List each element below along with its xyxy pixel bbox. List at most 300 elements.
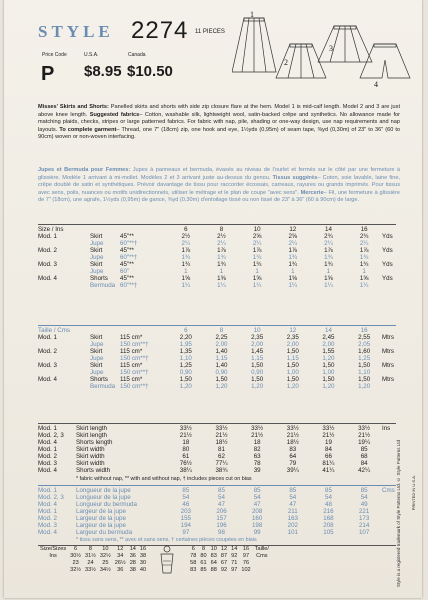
yardage-value: 1¼ xyxy=(288,282,298,289)
notions-label: To complete garment xyxy=(59,126,117,133)
measurement-value: 203 xyxy=(180,508,191,515)
view-2-number: 2 xyxy=(284,58,288,67)
bm-cell: 102 xyxy=(241,566,251,573)
measurement-value: 54 xyxy=(253,494,261,501)
description-fr-body: Jupes à panneaux et bermuda, évasés au niveau de l'ourlet et fermés sur le côté par une fermeture à glissière. Modèle 1 arrivant à mi-mollet. Modèles 2 et 3 arrivant juste au-dessus du genou. xyxy=(38,167,401,181)
size-12: 12 xyxy=(289,226,297,233)
measurement-value: 160 xyxy=(251,515,263,522)
yardage-value: 1¾ xyxy=(288,261,298,268)
measurement-value: 39¼ xyxy=(286,467,299,474)
bm-cell: 85 xyxy=(200,566,207,573)
yardage-value: 1 xyxy=(184,268,188,275)
yardage-value: 1 xyxy=(291,268,295,275)
fabric-width: 45"** xyxy=(120,247,134,254)
measurement-value: 33½ xyxy=(322,425,335,432)
finished-table-top-rule xyxy=(38,423,396,424)
bm-size-10: 10 xyxy=(102,545,109,552)
bm-cell: 87 xyxy=(220,552,228,559)
model-label: Mod. 1 xyxy=(38,334,57,341)
fabric-width: 60"**† xyxy=(120,254,138,261)
fabrics-fr-label: Tissus suggérés xyxy=(272,174,318,181)
bm-size-8: 8 xyxy=(88,545,93,552)
unit-label xyxy=(382,494,396,501)
finished-row xyxy=(38,439,396,446)
yardage-value: 1¾ xyxy=(324,261,333,268)
model-label: Mod. 3 xyxy=(38,261,57,268)
yardage-row xyxy=(38,334,396,341)
model-label: Mod. 2, 3 xyxy=(38,494,64,501)
measurement-value: 46 xyxy=(182,501,190,508)
description-title: Misses' Skirts and Shorts: xyxy=(38,104,109,110)
yardage-value: 1 xyxy=(326,268,331,275)
yardage-value: 1⅝ xyxy=(252,275,262,282)
model-label: Mod. 2 xyxy=(38,515,57,522)
yardage-row xyxy=(38,233,396,240)
garment-label: Skirt xyxy=(90,362,103,369)
unit-label: Yds xyxy=(382,275,393,282)
bm-cell: 78 xyxy=(190,552,197,559)
measurement-value: 54 xyxy=(289,494,297,501)
fabric-width: 115 cm* xyxy=(120,376,143,383)
bm-cell: 40 xyxy=(139,566,147,573)
model-label: Mod. 4 xyxy=(38,439,57,446)
yardage-value: 1,20 xyxy=(358,383,371,390)
yardage-value: 1¼ xyxy=(359,282,369,289)
model-label: Mod. 4 xyxy=(38,275,57,282)
measurement-value: 21½ xyxy=(179,432,192,439)
bm-size-16: 16 xyxy=(139,545,147,552)
yardage-row xyxy=(38,383,396,390)
yardage-value: 1,50 xyxy=(286,348,299,355)
yardage-row xyxy=(38,247,396,254)
finished-row xyxy=(38,501,396,508)
bm-cell: 80 xyxy=(200,552,207,559)
bm-size-14: 14 xyxy=(129,545,136,552)
bm-cell: 71 xyxy=(231,559,238,566)
yardage-row xyxy=(38,254,396,261)
bm-cell: 64 xyxy=(210,559,217,566)
measurement-label: Largeur de la jupe xyxy=(76,515,126,522)
bm-cell: 36 xyxy=(117,566,124,573)
yardage-value: 1,15 xyxy=(286,355,299,362)
measurement-value: 42¼ xyxy=(358,467,371,474)
yardage-row xyxy=(38,362,396,369)
yardage-value: 2,35 xyxy=(251,334,264,341)
bm-cms-size-8: 8 xyxy=(201,545,206,552)
yardage-value: 2¼ xyxy=(288,240,298,247)
yardage-value: 1,50 xyxy=(179,376,192,383)
measurement-value: 47 xyxy=(289,501,297,508)
measurement-value: 173 xyxy=(358,515,370,522)
bm-cell: 34 xyxy=(117,552,124,559)
fabric-width: 45"** xyxy=(120,275,134,282)
measurement-label: Skirt length xyxy=(76,425,107,432)
metric-yardage-table xyxy=(38,327,396,390)
yardage-value: 1⅞ xyxy=(252,247,262,254)
measurement-value: 18 xyxy=(253,439,261,446)
body-measurements-ins xyxy=(38,545,148,573)
bm-cell: 88 xyxy=(210,566,217,573)
yardage-value: 1,10 xyxy=(179,355,192,362)
yardage-value: 2⅝ xyxy=(252,233,262,240)
unit-label xyxy=(382,240,396,247)
yardage-value: 1⅝ xyxy=(181,275,191,282)
envelope-header xyxy=(4,0,422,100)
garment-label: Jupe xyxy=(90,341,104,348)
model-label xyxy=(38,383,90,390)
measurement-value: 21½ xyxy=(286,432,299,439)
fabric-width: 60"**† xyxy=(120,240,138,247)
yardage-value: 1,00 xyxy=(286,369,299,376)
fabric-width: 115 cm* xyxy=(120,334,143,341)
yardage-value: 1⅝ xyxy=(359,275,369,282)
model-label: Mod. 4 xyxy=(38,529,57,536)
measurement-value: 163 xyxy=(287,515,298,522)
garment-label: Bermuda xyxy=(90,282,116,289)
yardage-value: 1⅝ xyxy=(288,275,298,282)
finished-row xyxy=(38,453,396,460)
measurement-label: Longueur de la jupe xyxy=(76,487,131,494)
bm-cell: 67 xyxy=(220,559,228,566)
measurement-value: 157 xyxy=(216,515,227,522)
taille-label: Taille/ xyxy=(254,545,269,552)
yardage-value: 1¾ xyxy=(359,261,369,268)
usa-label: U.S.A. xyxy=(84,52,99,58)
yardage-row xyxy=(38,355,396,362)
fabric-width: 150 cm**† xyxy=(120,341,149,348)
measurement-value: 83 xyxy=(289,446,297,453)
measurement-value: 18½ xyxy=(286,439,299,446)
bm-cell: 38 xyxy=(129,566,136,573)
model-label: Mod. 1 xyxy=(38,508,57,515)
size-label: Size / Ins xyxy=(38,226,64,233)
body-figure-icon xyxy=(156,545,178,575)
yardage-value: 1,20 xyxy=(322,355,335,362)
taille-6: 6 xyxy=(184,327,188,334)
finished-row xyxy=(38,522,396,529)
yardage-value: 1¼ xyxy=(252,282,262,289)
model-label: Mod. 2 xyxy=(38,247,57,254)
yardage-value: 1,50 xyxy=(358,376,371,383)
yardage-value: 1⅞ xyxy=(324,247,333,254)
description-french xyxy=(38,167,400,205)
model-label: Mod. 1 xyxy=(38,446,57,453)
yardage-value: 1,35 xyxy=(179,348,192,355)
garment-label: Jupe xyxy=(90,240,104,247)
measurement-value: 62 xyxy=(218,453,225,460)
measurement-label: Shorts length xyxy=(76,439,113,446)
finished-fr-footnote: * tissu sans sens, ** avec et sans sens, † certaines pièces coupées en biais xyxy=(76,537,257,543)
measurement-label: Skirt width xyxy=(76,460,105,467)
unit-label xyxy=(382,501,396,508)
yardage-value: 1,20 xyxy=(286,383,299,390)
yardage-row xyxy=(38,268,396,275)
yardage-row xyxy=(38,240,396,247)
garment-label: Skirt xyxy=(90,247,103,254)
bm-cell: 34½ xyxy=(99,566,111,573)
model-label: Mod. 3 xyxy=(38,362,57,369)
yardage-value: 1,50 xyxy=(286,362,299,369)
view-3-number: 3 xyxy=(329,44,333,53)
yardage-value: 2,00 xyxy=(251,341,264,348)
yardage-value: 1,50 xyxy=(322,362,335,369)
bm-cell: 92 xyxy=(220,566,228,573)
price-canada: $10.50 xyxy=(127,63,173,80)
measurement-value: 168 xyxy=(323,515,334,522)
yardage-value: 1,20 xyxy=(322,383,335,390)
yardage-value: 2¼ xyxy=(252,240,262,247)
yardage-value: 1,50 xyxy=(251,376,264,383)
measurement-value: 84 xyxy=(360,460,368,467)
measurement-value: 85 xyxy=(360,487,368,494)
yardage-value: 2¼ xyxy=(324,240,333,247)
measurement-value: 18 xyxy=(182,439,190,446)
yardage-value: 2⅝ xyxy=(288,233,298,240)
measurement-label: Largeur du bermuda xyxy=(76,529,133,536)
measurement-label: Largeur de la jupe xyxy=(76,522,126,529)
bm-cell: 36 xyxy=(129,552,136,559)
finished-row xyxy=(38,446,396,453)
yardage-value: 1,25 xyxy=(358,355,371,362)
garment-label: Skirt xyxy=(90,348,103,355)
view-illustrations xyxy=(232,12,412,94)
size-14: 14 xyxy=(325,226,332,233)
yardage-value: 2,25 xyxy=(215,334,228,341)
measurement-value: 84 xyxy=(325,446,332,453)
yardage-value: 1⅞ xyxy=(181,247,191,254)
yardage-value: 1,95 xyxy=(179,341,192,348)
bm-cell: 26½ xyxy=(114,559,126,566)
unit-label: Cms xyxy=(382,487,395,494)
model-label: Mod. 3 xyxy=(38,460,57,467)
yardage-value: 1¼ xyxy=(181,282,191,289)
price-code: P xyxy=(41,63,55,85)
measurement-value: 85 xyxy=(360,446,368,453)
taille-10: 10 xyxy=(253,327,261,334)
unit-label: Mtrs xyxy=(382,362,395,369)
yardage-value: 1,50 xyxy=(215,376,228,383)
metric-size-header xyxy=(38,327,396,334)
view-4-shorts-drawing xyxy=(360,44,410,78)
yardage-value: 1,40 xyxy=(215,362,228,369)
measurement-value: 208 xyxy=(251,508,263,515)
fabric-width: 150 cm**† xyxy=(120,369,149,376)
finished-row xyxy=(38,425,396,432)
yardage-value: 0,90 xyxy=(179,369,192,376)
finished-row xyxy=(38,494,396,501)
measurement-value: 214 xyxy=(358,522,370,529)
measurement-value: 33½ xyxy=(286,425,299,432)
trademark-note: Style is a registered trademark of Style Patterns Ltd. © Style Patterns Ltd xyxy=(396,440,401,588)
bm-cms-size-16: 16 xyxy=(242,545,250,552)
unit-label: Mtrs xyxy=(382,334,395,341)
bm-cms-size-10: 10 xyxy=(210,545,217,552)
yardage-value: 1¼ xyxy=(324,282,333,289)
yardage-value: 1¾ xyxy=(252,261,262,268)
finished-measurements-fr-table xyxy=(38,487,396,536)
measurement-label: Skirt width xyxy=(76,453,105,460)
finished-row xyxy=(38,487,396,494)
metric-table-top-rule xyxy=(38,325,396,326)
measurement-value: 63 xyxy=(253,453,261,460)
yardage-value: 1¼ xyxy=(217,282,226,289)
fabrics-text: – Cotton, washable silk, lightweight wool, satin-backed crêpe and synthetics. No allowance made for matching plaids, checks, stripes or large patterned fabrics. For fabric with nap, pile, shading or one-way design, use nap requirements and nap layouts. xyxy=(38,111,400,133)
notions-text: – Thread, one 7" (18cm) zip, one hook and eye, 1½yds (0,95m) of seam tape, ⅜yd (0,30m) of 23" to 36" (60 to 90cm) woven or non-woven interfacing. xyxy=(38,126,400,141)
yardage-value: 1¾ xyxy=(288,254,298,261)
measurement-label: Shorts width xyxy=(76,467,111,474)
measurement-value: 79 xyxy=(289,460,297,467)
measurement-value: 85 xyxy=(218,487,225,494)
garment-label: Bermuda xyxy=(90,383,116,390)
body-measurements-cms xyxy=(188,545,271,573)
yardage-value: 2,00 xyxy=(286,341,299,348)
model-label: Mod. 4 xyxy=(38,376,57,383)
garment-label: Jupe xyxy=(90,355,104,362)
unit-label: Ins xyxy=(382,425,391,432)
bm-cell: 32½ xyxy=(99,552,111,559)
imperial-table-top-rule xyxy=(38,224,396,225)
measurement-value: 97 xyxy=(182,529,190,536)
model-label xyxy=(38,341,90,348)
bm-size-6: 6 xyxy=(74,545,78,552)
view-3-skirt-drawing xyxy=(318,26,372,62)
yardage-value: 2¼ xyxy=(359,240,369,247)
cms-label: Cms xyxy=(256,552,268,559)
measurement-label: Longueur de la jupe xyxy=(76,494,131,501)
fabric-width: 45"** xyxy=(120,261,134,268)
size-16: 16 xyxy=(360,226,368,233)
taille-label: Taille / Cms xyxy=(38,327,70,334)
price-usa: $8.95 xyxy=(84,63,122,80)
yardage-value: 1 xyxy=(362,268,366,275)
measurement-value: 21½ xyxy=(358,432,371,439)
finished-row xyxy=(38,432,396,439)
fabric-width: 60"**† xyxy=(120,282,138,289)
measurement-value: 85 xyxy=(289,487,297,494)
yardage-value: 2,00 xyxy=(322,341,335,348)
unit-label xyxy=(382,355,396,362)
description-fr-title: Jupes et Bermuda pour Femmes: xyxy=(38,167,131,173)
unit-label xyxy=(382,522,396,529)
yardage-value: 1,45 xyxy=(251,348,264,355)
model-label: Mod. 2, 3 xyxy=(38,432,64,439)
yardage-value: 1¾ xyxy=(217,261,226,268)
garment-label: Jupe xyxy=(90,268,104,275)
bm-cell: 61 xyxy=(200,559,207,566)
yardage-value: 1¾ xyxy=(181,261,191,268)
measurement-value: 82 xyxy=(253,446,261,453)
unit-label xyxy=(382,508,396,515)
model-label xyxy=(38,240,90,247)
unit-label xyxy=(382,254,396,261)
yardage-value: 1¾ xyxy=(359,254,369,261)
measurement-value: 208 xyxy=(323,522,334,529)
taille-8: 8 xyxy=(219,327,224,334)
measurement-label: Largeur de la jupe xyxy=(76,508,126,515)
finished-row xyxy=(38,529,396,536)
unit-label xyxy=(382,341,396,348)
measurement-value: 80 xyxy=(182,446,190,453)
yardage-value: 2,45 xyxy=(322,334,335,341)
size-8: 8 xyxy=(219,226,224,233)
yardage-value: 1,50 xyxy=(322,376,335,383)
piece-count: 11 PIECES xyxy=(195,29,225,35)
fabric-width: 150 cm**† xyxy=(120,383,149,390)
unit-label xyxy=(382,453,396,460)
fabrics-label: Suggested fabrics xyxy=(89,111,140,118)
model-label xyxy=(38,254,90,261)
yardage-value: 2¾ xyxy=(324,233,333,240)
measurement-value: 155 xyxy=(180,515,191,522)
model-label xyxy=(38,268,90,275)
measurement-label: Skirt width xyxy=(76,446,105,453)
price-code-label: Price Code xyxy=(42,52,67,58)
finished-row xyxy=(38,460,396,467)
bm-cms-size-6: 6 xyxy=(191,545,195,552)
measurement-value: 194 xyxy=(180,522,191,529)
garment-label: Jupe xyxy=(90,254,104,261)
measurement-value: 85 xyxy=(182,487,190,494)
bm-cell: 83 xyxy=(190,566,197,573)
bm-cell: 33½ xyxy=(85,566,96,573)
measurement-value: 33½ xyxy=(179,425,192,432)
yardage-value: 2½ xyxy=(217,233,226,240)
description-english xyxy=(38,104,400,142)
measurement-value: 54 xyxy=(360,494,368,501)
body-measurements xyxy=(38,545,398,575)
notions-fr-label: Mercerie xyxy=(300,189,324,196)
bm-cell: 24 xyxy=(87,559,94,566)
measurement-value: 49 xyxy=(360,501,368,508)
yardage-row xyxy=(38,348,396,355)
model-label: Mod. 4 xyxy=(38,501,57,508)
unit-label xyxy=(382,439,396,446)
fabrics-fr-text: – Coton, soie lavable, laine fine, crêpe doublé de satin et synthétiques. Prévoir davantage de tissu pour raccorder écossais, carreaux, rayures ou grands imprimés. Pour tissus avec sens, poils, nuances ou motifs unidirectionnels, utiliser le métrage et le plan de coupe "avec sens". xyxy=(38,174,401,196)
measurement-value: 64 xyxy=(289,453,297,460)
bm-cell: 28 xyxy=(129,559,136,566)
bm-cell: 30 xyxy=(139,559,147,566)
measurement-value: 33½ xyxy=(251,425,264,432)
unit-label xyxy=(382,268,396,275)
garment-label: Skirt xyxy=(90,233,103,240)
measurement-value: 48 xyxy=(325,501,332,508)
taille-14: 14 xyxy=(325,327,332,334)
measurement-value: 47 xyxy=(218,501,225,508)
yardage-value: 1,55 xyxy=(322,348,335,355)
model-label: Mod. 2 xyxy=(38,348,57,355)
fabric-width: 45"** xyxy=(120,233,134,240)
bm-cell: 38 xyxy=(139,552,147,559)
measurement-value: 21½ xyxy=(322,432,335,439)
unit-label xyxy=(382,446,396,453)
bm-cell: 97 xyxy=(231,566,238,573)
yardage-value: 1 xyxy=(255,268,259,275)
imperial-size-header xyxy=(38,226,396,233)
measurement-value: 85 xyxy=(253,487,261,494)
yardage-value: 1,50 xyxy=(286,376,299,383)
view-4-number: 4 xyxy=(374,80,378,89)
yardage-value: 1,60 xyxy=(358,348,371,355)
finished-row xyxy=(38,515,396,522)
yardage-value: 1,00 xyxy=(322,369,335,376)
view-1-number: 1 xyxy=(250,10,254,19)
yardage-value: 2,35 xyxy=(286,334,299,341)
taille-16: 16 xyxy=(360,327,368,334)
bm-cms-size-12: 12 xyxy=(220,545,228,552)
bm-cell: 58 xyxy=(190,559,197,566)
measurement-value: 19¼ xyxy=(358,439,371,446)
yardage-row xyxy=(38,275,396,282)
